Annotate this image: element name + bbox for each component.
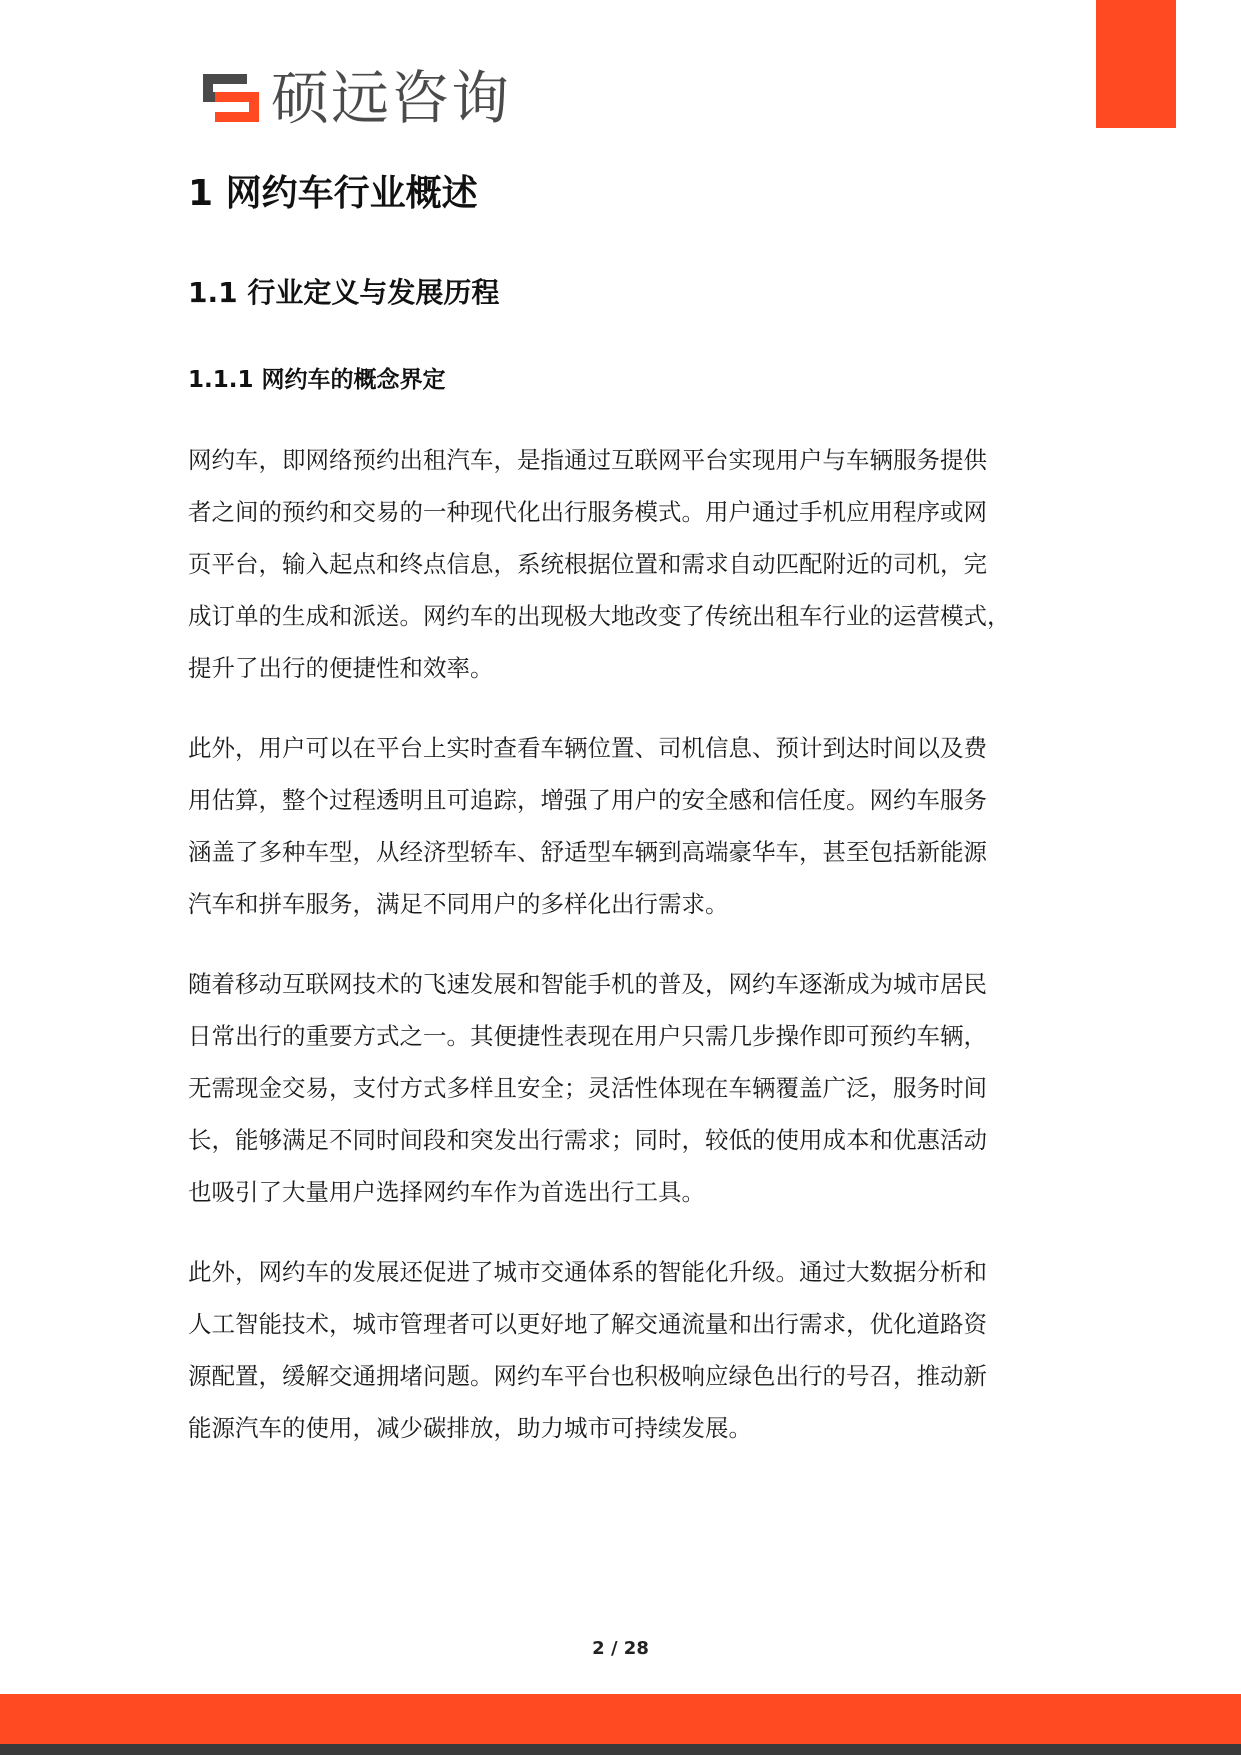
paragraph-4	[188, 1246, 1058, 1454]
paragraph-line: 网约车，即网络预约出租汽车，是指通过互联网平台实现用户与车辆服务提供	[188, 446, 987, 474]
paragraph-line: 长，能够满足不同时间段和突发出行需求；同时，较低的使用成本和优惠活动	[188, 1126, 987, 1154]
paragraph-line: 页平台，输入起点和终点信息，系统根据位置和需求自动匹配附近的司机，完	[188, 550, 987, 578]
paragraph-line: 此外，网约车的发展还促进了城市交通体系的智能化升级。通过大数据分析和	[188, 1258, 987, 1286]
brand-s-mark-icon	[203, 70, 259, 126]
body-text	[188, 434, 1058, 1482]
paragraph-line: 日常出行的重要方式之一。其便捷性表现在用户只需几步操作即可预约车辆，	[188, 1022, 987, 1050]
paragraph-line: 源配置，缓解交通拥堵问题。网约车平台也积极响应绿色出行的号召，推动新	[188, 1362, 987, 1390]
brand-name: 硕远咨询	[271, 64, 512, 132]
brand-logo	[203, 66, 511, 130]
paragraph-2	[188, 722, 1058, 930]
paragraph-line: 汽车和拼车服务，满足不同用户的多样化出行需求。	[188, 890, 729, 918]
corner-accent-tab	[1096, 0, 1176, 128]
footer-dark-bar	[0, 1744, 1241, 1755]
paragraph-line: 提升了出行的便捷性和效率。	[188, 654, 494, 682]
paragraph-line: 随着移动互联网技术的飞速发展和智能手机的普及，网约车逐渐成为城市居民	[188, 970, 987, 998]
paragraph-line: 人工智能技术，城市管理者可以更好地了解交通流量和出行需求，优化道路资	[188, 1310, 987, 1338]
page-number: 2 / 28	[592, 1638, 649, 1659]
footer-accent-bar	[0, 1694, 1241, 1744]
paragraph-line: 用估算，整个过程透明且可追踪，增强了用户的安全感和信任度。网约车服务	[188, 786, 987, 814]
section-heading: 1.1 行业定义与发展历程	[188, 276, 500, 309]
paragraph-line: 此外，用户可以在平台上实时查看车辆位置、司机信息、预计到达时间以及费	[188, 734, 987, 762]
paragraph-3	[188, 958, 1058, 1218]
paragraph-line: 能源汽车的使用，减少碳排放，助力城市可持续发展。	[188, 1414, 752, 1442]
paragraph-line: 无需现金交易，支付方式多样且安全；灵活性体现在车辆覆盖广泛，服务时间	[188, 1074, 987, 1102]
paragraph-line: 成订单的生成和派送。网约车的出现极大地改变了传统出租车行业的运营模式，	[188, 602, 1011, 630]
chapter-heading: 1 网约车行业概述	[188, 173, 478, 214]
paragraph-line: 涵盖了多种车型，从经济型轿车、舒适型车辆到高端豪华车，甚至包括新能源	[188, 838, 987, 866]
paragraph-line: 也吸引了大量用户选择网约车作为首选出行工具。	[188, 1178, 705, 1206]
paragraph-1	[188, 434, 1058, 694]
subsection-heading: 1.1.1 网约车的概念界定	[188, 367, 446, 393]
paragraph-line: 者之间的预约和交易的一种现代化出行服务模式。用户通过手机应用程序或网	[188, 498, 987, 526]
